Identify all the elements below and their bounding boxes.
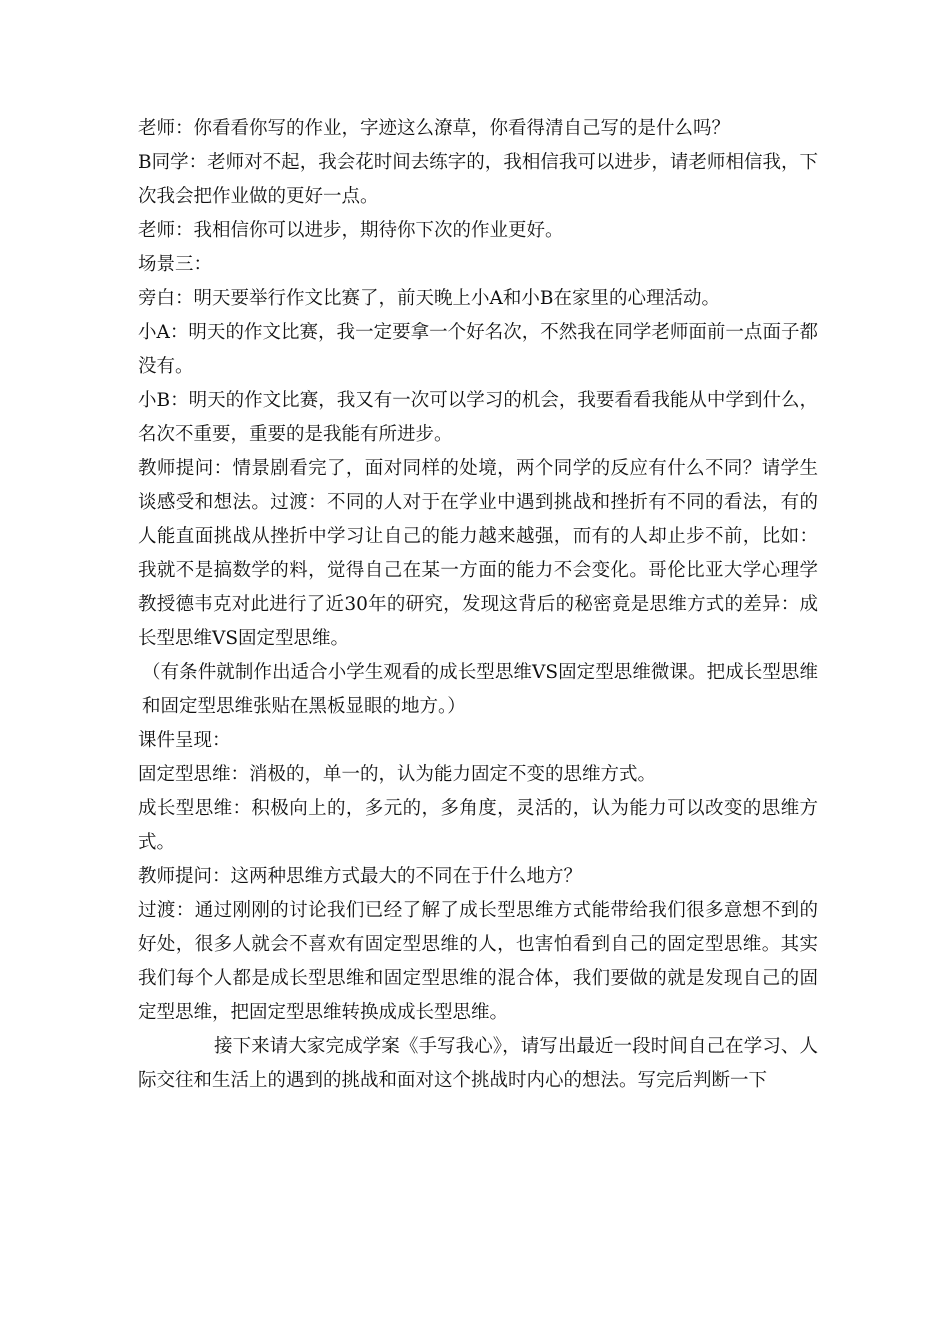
transition-paragraph: 过渡：通过刚刚的讨论我们已经了解了成长型思维方式能带给我们很多意想不到的好处，很多人就会不喜欢有固定型思维的人，也害怕看到自己的固定型思维。其实我们每个人都是成长型思维和固定型思维的混合体，我们要做的就是发现自己的固定型思维，把固定型思维转换成成长型思维。 [138,900,818,1023]
courseware-heading: 课件呈现： [138,730,231,751]
note-parenthetical: （有条件就制作出适合小学生观看的成长型思维VS固定型思维微课。把成长型思维和固定型思维张贴在黑板显眼的地方。） [142,662,818,717]
scene-heading: 场景三： [138,254,213,275]
teacher-question-2: 教师提问：这两种思维方式最大的不同在于什么地方？ [138,866,583,887]
dialogue-xiao-b: 小B：明天的作文比赛，我又有一次可以学习的机会，我要看看我能从中学到什么，名次不重要，重要的是我能有所进步。 [138,390,818,445]
dialogue-teacher-1: 老师：你看看你写的作业，字迹这么潦草，你看得清自己写的是什么吗？ [138,118,731,139]
growth-mindset-definition: 成长型思维：积极向上的，多元的，多角度，灵活的，认为能力可以改变的思维方式。 [138,798,818,853]
narration: 旁白：明天要举行作文比赛了，前天晚上小A和小B在家里的心理活动。 [138,288,720,309]
teacher-question-transition: 教师提问：情景剧看完了，面对同样的处境，两个同学的反应有什么不同？请学生谈感受和想法。过渡：不同的人对于在学业中遇到挑战和挫折有不同的看法，有的人能直面挑战从挫折中学习让自己的能力越来越强，而有的人却止步不前，比如：我就不是搞数学的料，觉得自己在某一方面的能力不会变化。哥伦比亚大学心理学教授德韦克对此进行了近30年的研究，发现这背后的秘密竟是思维方式的差异：成长型思维VS固定型思维。 [138,458,818,649]
document-body [138,112,818,1098]
worksheet-instruction: 接下来请大家完成学案《手写我心》，请写出最近一段时间自己在学习、人际交往和生活上的遇到的挑战和面对这个挑战时内心的想法。写完后判断一下 [138,1036,818,1091]
dialogue-xiao-a: 小A：明天的作文比赛，我一定要拿一个好名次，不然我在同学老师面前一点面子都没有。 [138,322,818,377]
dialogue-student-b: B同学：老师对不起，我会花时间去练字的，我相信我可以进步，请老师相信我，下次我会把作业做的更好一点。 [138,152,818,207]
fixed-mindset-definition: 固定型思维：消极的，单一的，认为能力固定不变的思维方式。 [138,764,657,785]
dialogue-teacher-2: 老师：我相信你可以进步，期待你下次的作业更好。 [138,220,564,241]
